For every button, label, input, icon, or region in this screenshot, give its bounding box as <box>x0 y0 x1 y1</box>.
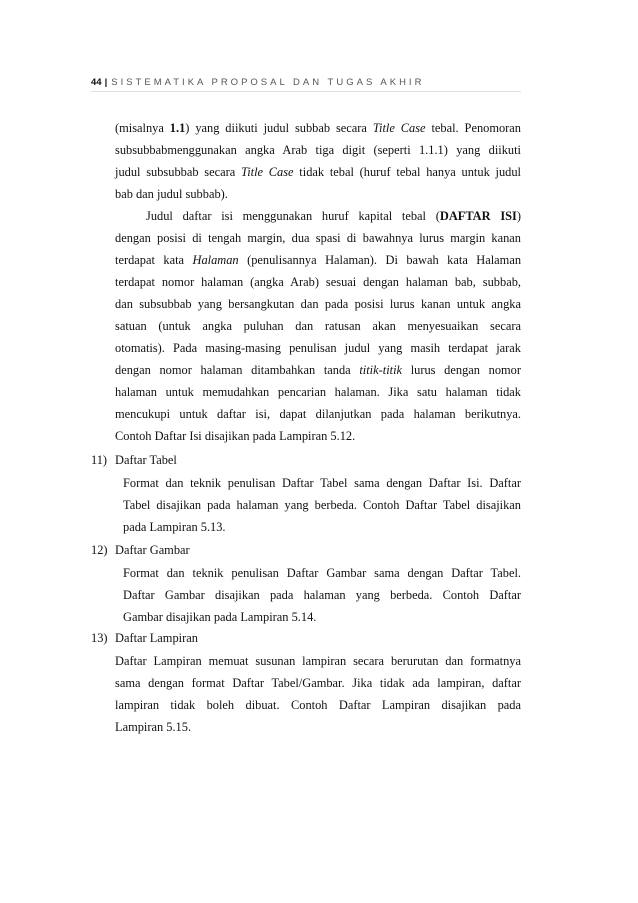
item-13-number: 13) <box>91 631 108 645</box>
page-number: 44 <box>91 77 102 88</box>
header-title: SISTEMATIKA PROPOSAL DAN TUGAS AKHIR <box>111 77 425 88</box>
para2-line-10: mencukupi untuk daftar isi, dapat dilanjutkan pada halaman berikutnya. <box>115 407 521 421</box>
item-13-line-3: lampiran tidak boleh dibuat. Contoh Daftar Lampiran disajikan pada <box>115 698 521 712</box>
item-11-line-2: Tabel disajikan pada halaman yang berbeda. Contoh Daftar Tabel disajikan <box>123 498 521 512</box>
header-separator: | <box>104 77 108 88</box>
para2-line-7: otomatis). Pada masing-masing penulisan judul yang masih terdapat jarak <box>115 341 521 355</box>
para1-line-1: (misalnya 1.1) yang diikuti judul subbab secara Title Case tebal. Penomoran <box>115 121 521 135</box>
item-11-line-1: Format dan teknik penulisan Daftar Tabel sama dengan Daftar Isi. Daftar <box>123 476 521 490</box>
para2-line-3: terdapat kata Halaman (penulisannya Halaman). Di bawah kata Halaman <box>115 253 522 267</box>
para2-line-4: terdapat nomor halaman (angka Arab) sesuai dengan halaman bab, subbab, <box>115 275 521 289</box>
item-11-title: Daftar Tabel <box>115 453 177 467</box>
item-12-title: Daftar Gambar <box>115 543 190 557</box>
item-13-title: Daftar Lampiran <box>115 631 198 645</box>
header-rule <box>91 91 521 92</box>
item-12-line-2: Daftar Gambar disajikan pada halaman yang berbeda. Contoh Daftar <box>123 588 521 602</box>
para2-line-11: Contoh Daftar Isi disajikan pada Lampiran 5.12. <box>115 429 356 443</box>
item-13-line-1: Daftar Lampiran memuat susunan lampiran secara berurutan dan formatnya <box>115 654 521 668</box>
para2-line-8: dengan nomor halaman ditambahkan tanda titik-titik lurus dengan nomor <box>115 363 521 377</box>
para2-line-6: satuan (untuk angka puluhan dan ratusan akan menyesuaikan secara <box>115 319 521 333</box>
running-header <box>91 77 521 88</box>
para1-line-2: subsubbabmenggunakan angka Arab tiga digit (seperti 1.1.1) yang diikuti <box>115 143 521 157</box>
item-13-line-4: Lampiran 5.15. <box>115 720 192 734</box>
para1-line-4: bab dan judul subbab). <box>115 187 228 201</box>
item-11-number: 11) <box>91 453 108 467</box>
para1-line-3: judul subsubbab secara Title Case tidak tebal (huruf tebal hanya untuk judul <box>115 165 521 179</box>
item-12-line-1: Format dan teknik penulisan Daftar Gambar sama dengan Daftar Tabel. <box>123 566 521 580</box>
para2-line-2: dengan posisi di tengah margin, dua spasi di bawahnya lurus margin kanan <box>115 231 521 245</box>
item-12-number: 12) <box>91 543 108 557</box>
item-13-line-2: sama dengan format Daftar Tabel/Gambar. Jika tidak ada lampiran, daftar <box>115 676 521 690</box>
item-11-line-3: pada Lampiran 5.13. <box>123 520 226 534</box>
para2-line-1: Judul daftar isi menggunakan huruf kapital tebal (DAFTAR ISI) <box>146 209 521 223</box>
para2-line-9: halaman untuk memudahkan pencarian halaman. Jika satu halaman tidak <box>115 385 521 399</box>
para2-line-5: dan subsubbab yang bersangkutan dan pada posisi lurus kanan untuk angka <box>115 297 521 311</box>
item-12-line-3: Gambar disajikan pada Lampiran 5.14. <box>123 610 317 624</box>
